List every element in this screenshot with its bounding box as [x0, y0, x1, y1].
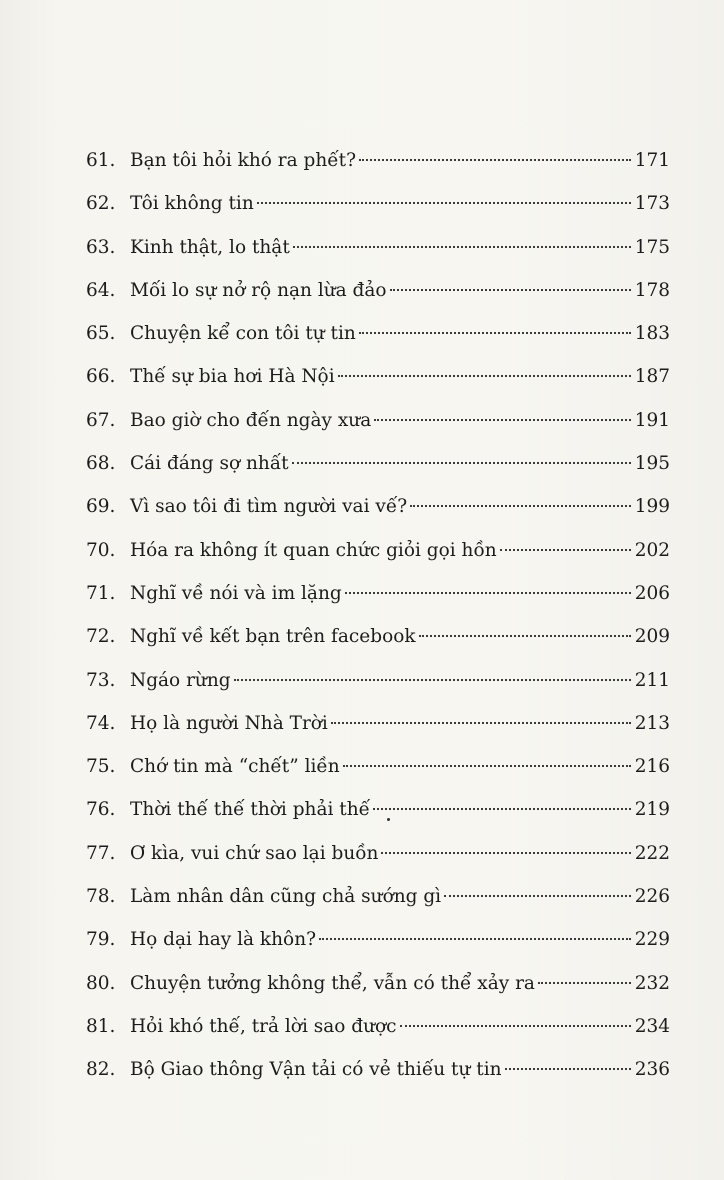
toc-entry [86, 485, 670, 528]
dot-leader [538, 982, 631, 984]
toc-entry-page: 226 [634, 886, 670, 908]
dot-leader [505, 1068, 631, 1070]
toc-entry-number: 82. [86, 1059, 116, 1081]
dot-leader [292, 462, 631, 464]
toc-entry-page: 222 [634, 842, 670, 864]
toc-entry-page: 232 [634, 972, 670, 994]
dot-leader [257, 202, 631, 204]
toc-entry-number: 65. [86, 323, 116, 345]
toc-entry-title: Thời thế thế thời phải thế [130, 799, 371, 821]
toc-entry-page: 202 [634, 539, 670, 561]
toc-entry-title: Họ là người Nhà Trời [130, 712, 328, 734]
toc-entry [86, 139, 670, 182]
toc-entry-title: Ơ kìa, vui chứ sao lại buồn [130, 842, 379, 864]
toc-entry-title: Vì sao tôi đi tìm người vai vế? [130, 496, 408, 518]
toc-entry-title: Làm nhân dân cũng chả sướng gì [130, 886, 442, 908]
dot-leader [359, 332, 631, 334]
toc-entry [86, 615, 670, 658]
dot-leader [319, 938, 631, 940]
toc-entry-title: Bao giờ cho đến ngày xưa [130, 409, 372, 431]
toc-entry-page: 175 [634, 236, 670, 258]
toc-entry [86, 659, 670, 702]
toc-entry-number: 69. [86, 496, 116, 518]
dot-leader [345, 592, 631, 594]
toc-entry-page: 191 [634, 409, 670, 431]
toc-entry [86, 1048, 670, 1091]
dot-leader [331, 722, 631, 724]
toc-entry-title: Cái đáng sợ nhất [130, 453, 289, 475]
toc-entry-title: Nghĩ về kết bạn trên facebook [130, 626, 416, 648]
toc-entry-number: 68. [86, 453, 116, 475]
toc-entry-page: 236 [634, 1059, 670, 1081]
toc-entry-page: 213 [634, 712, 670, 734]
toc-entry [86, 269, 670, 312]
toc-entry [86, 182, 670, 225]
toc-entry-number: 78. [86, 886, 116, 908]
toc-entry-title: Chuyện kể con tôi tự tin [130, 323, 356, 345]
toc-entry-title: Chuyện tưởng không thể, vẫn có thể xảy ra [130, 972, 535, 994]
toc-entry [86, 572, 670, 615]
toc-entry-title: Kinh thật, lo thật [130, 236, 290, 258]
toc-entry-title: Họ dại hay là khôn? [130, 929, 317, 951]
dot-leader [410, 505, 631, 507]
toc-entry-page: 199 [634, 496, 670, 518]
dot-leader [419, 635, 631, 637]
toc-entry-number: 81. [86, 1015, 116, 1037]
toc-entry [86, 399, 670, 442]
toc-entry-number: 62. [86, 193, 116, 215]
toc-entry-number: 76. [86, 799, 116, 821]
toc-entry [86, 702, 670, 745]
dot-leader [359, 159, 631, 161]
toc-entry-title: Bạn tôi hỏi khó ra phết? [130, 150, 357, 171]
toc-entry-title: Tôi không tin [130, 193, 254, 215]
toc-entry-number: 64. [86, 279, 116, 301]
toc-entry-title: Hỏi khó thế, trả lời sao được [130, 1015, 397, 1037]
toc-entry-number: 71. [86, 582, 116, 604]
toc-entry [86, 312, 670, 355]
toc-entry-number: 73. [86, 669, 116, 691]
toc-entry-page: 216 [634, 756, 670, 778]
toc-entry [86, 788, 670, 831]
toc-entry-page: 178 [634, 279, 670, 301]
dot-leader [293, 246, 631, 248]
toc-entry-page: 219 [634, 799, 670, 821]
toc-entry [86, 442, 670, 485]
toc-entry-page: 187 [634, 366, 670, 388]
toc-entry-title: Ngáo rừng [130, 669, 231, 691]
dot-leader [343, 765, 631, 767]
toc-entry [86, 962, 670, 1005]
ink-speck [387, 818, 390, 821]
dot-leader [444, 895, 631, 897]
toc-entry-page: 171 [634, 150, 670, 171]
toc-entry [86, 529, 670, 572]
toc-entry-number: 74. [86, 712, 116, 734]
toc-entry-page: 209 [634, 626, 670, 648]
dot-leader [338, 375, 631, 377]
toc-entry-number: 79. [86, 929, 116, 951]
toc-entry-page: 173 [634, 193, 670, 215]
toc-entry [86, 355, 670, 398]
dot-leader [234, 679, 631, 681]
toc-entry-page: 206 [634, 582, 670, 604]
toc-entry [86, 1005, 670, 1048]
dot-leader [381, 852, 630, 854]
toc-entry-number: 80. [86, 972, 116, 994]
toc-entry-number: 70. [86, 539, 116, 561]
toc-entry-page: 234 [634, 1015, 670, 1037]
toc-entry [86, 832, 670, 875]
toc-entry-page: 183 [634, 323, 670, 345]
toc-entry-number: 63. [86, 236, 116, 258]
table-of-contents [86, 139, 670, 1092]
dot-leader [400, 1025, 631, 1027]
toc-entry-number: 72. [86, 626, 116, 648]
dot-leader [390, 289, 631, 291]
dot-leader [373, 808, 631, 810]
toc-entry-number: 66. [86, 366, 116, 388]
toc-entry [86, 918, 670, 961]
toc-entry [86, 875, 670, 918]
toc-entry-title: Nghĩ về nói và im lặng [130, 582, 342, 604]
toc-entry-title: Chớ tin mà “chết” liền [130, 756, 340, 778]
toc-entry-title: Hóa ra không ít quan chức giỏi gọi hồn [130, 539, 497, 561]
toc-entry [86, 226, 670, 269]
toc-entry-number: 67. [86, 409, 116, 431]
toc-entry-page: 229 [634, 929, 670, 951]
toc-entry-number: 77. [86, 842, 116, 864]
toc-entry-number: 61. [86, 150, 116, 171]
toc-entry-title: Bộ Giao thông Vận tải có vẻ thiếu tự tin [130, 1059, 502, 1081]
toc-entry-page: 195 [634, 453, 670, 475]
dot-leader [374, 419, 630, 421]
toc-entry-title: Thế sự bia hơi Hà Nội [130, 366, 335, 388]
dot-leader [500, 549, 631, 551]
toc-entry-title: Mối lo sự nở rộ nạn lừa đảo [130, 279, 387, 301]
toc-entry-number: 75. [86, 756, 116, 778]
toc-entry-page: 211 [634, 669, 670, 691]
toc-entry [86, 745, 670, 788]
